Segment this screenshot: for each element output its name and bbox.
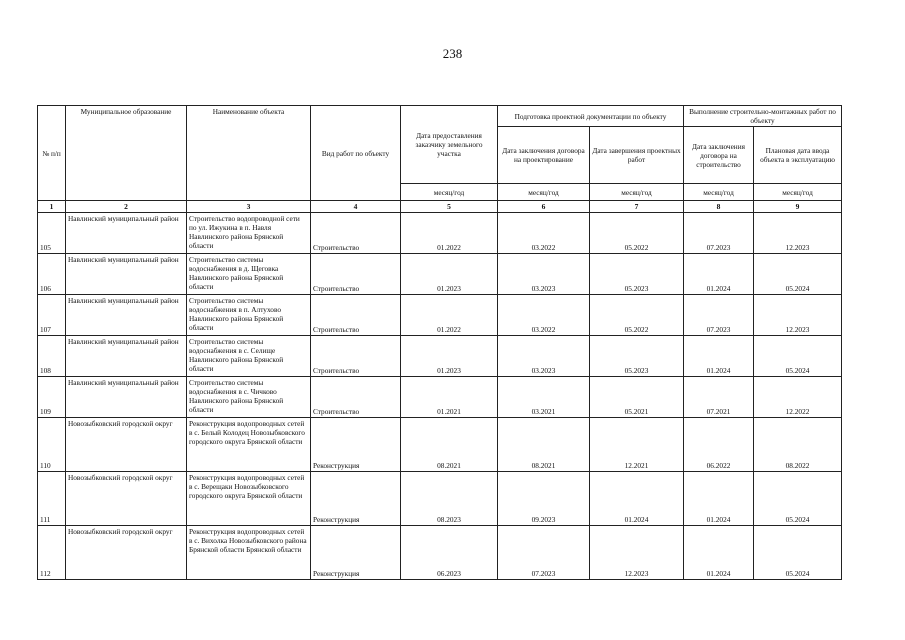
design-end-date: 05.2022: [590, 213, 684, 254]
land-date: 01.2023: [401, 336, 498, 377]
page-number: 238: [442, 46, 463, 61]
land-date: 08.2021: [401, 418, 498, 472]
design-contract-date: 03.2022: [498, 213, 590, 254]
header-col-2: Муниципальное образование: [66, 106, 187, 201]
object-name: Реконструкция водопроводных сетей в с. Белый Колодец Новозыбковского городского округа Брянской области: [187, 418, 311, 472]
land-date: 06.2023: [401, 526, 498, 580]
build-contract-date: 07.2023: [684, 295, 754, 336]
commission-date: 05.2024: [754, 472, 842, 526]
commission-date: 08.2022: [754, 418, 842, 472]
object-name: Строительство системы водоснабжения в п. Алтухово Навлинского района Брянской области: [187, 295, 311, 336]
column-number: 6: [498, 201, 590, 213]
row-number: 112: [38, 526, 66, 580]
header-col-6: Дата заключения договора на проектирование: [498, 127, 590, 184]
commission-date: 05.2024: [754, 254, 842, 295]
work-type: Строительство: [311, 254, 401, 295]
unit-col-9: месяц/год: [754, 184, 842, 201]
design-contract-date: 07.2023: [498, 526, 590, 580]
municipality: Навлинский муниципальный район: [66, 377, 187, 418]
commission-date: 05.2024: [754, 526, 842, 580]
object-name: Строительство водопроводной сети по ул. Ижукина в п. Навля Навлинского района Брянской области: [187, 213, 311, 254]
land-date: 08.2023: [401, 472, 498, 526]
header-col-4: Вид работ по объекту: [311, 106, 401, 201]
unit-col-7: месяц/год: [590, 184, 684, 201]
objects-table: [37, 105, 842, 580]
header-col-1: № п/п: [38, 106, 66, 201]
municipality: Навлинский муниципальный район: [66, 254, 187, 295]
table-row: [38, 295, 842, 336]
column-number: 2: [66, 201, 187, 213]
design-contract-date: 08.2021: [498, 418, 590, 472]
build-contract-date: 01.2024: [684, 254, 754, 295]
work-type: Реконструкция: [311, 526, 401, 580]
table-row: [38, 526, 842, 580]
commission-date: 12.2023: [754, 295, 842, 336]
build-contract-date: 07.2023: [684, 213, 754, 254]
table-row: [38, 377, 842, 418]
column-number: 5: [401, 201, 498, 213]
municipality: Новозыбковский городской округ: [66, 472, 187, 526]
column-number: 7: [590, 201, 684, 213]
unit-col-8: месяц/год: [684, 184, 754, 201]
table-row: [38, 213, 842, 254]
row-number: 109: [38, 377, 66, 418]
design-end-date: 12.2023: [590, 526, 684, 580]
column-number: 8: [684, 201, 754, 213]
column-number: 1: [38, 201, 66, 213]
land-date: 01.2021: [401, 377, 498, 418]
build-contract-date: 07.2021: [684, 377, 754, 418]
object-name: Строительство системы водоснабжения в с. Селище Навлинского района Брянской области: [187, 336, 311, 377]
header-row-1: [38, 106, 842, 127]
municipality: Навлинский муниципальный район: [66, 295, 187, 336]
header-col-7: Дата завершения проектных работ: [590, 127, 684, 184]
land-date: 01.2023: [401, 254, 498, 295]
design-contract-date: 03.2022: [498, 295, 590, 336]
design-contract-date: 03.2023: [498, 336, 590, 377]
row-number: 107: [38, 295, 66, 336]
row-number: 111: [38, 472, 66, 526]
municipality: Навлинский муниципальный район: [66, 336, 187, 377]
work-type: Строительство: [311, 295, 401, 336]
table-row: [38, 418, 842, 472]
work-type: Строительство: [311, 213, 401, 254]
row-number: 108: [38, 336, 66, 377]
design-contract-date: 09.2023: [498, 472, 590, 526]
build-contract-date: 01.2024: [684, 336, 754, 377]
work-type: Строительство: [311, 377, 401, 418]
design-end-date: 05.2023: [590, 336, 684, 377]
land-date: 01.2022: [401, 213, 498, 254]
object-name: Реконструкция водопроводных сетей в с. Вихолка Новозыбковского района Брянской области Брянской области: [187, 526, 311, 580]
unit-col-5: месяц/год: [401, 184, 498, 201]
header-col-5: Дата предоставления заказчику земельного участка: [401, 106, 498, 184]
land-date: 01.2022: [401, 295, 498, 336]
object-name: Строительство системы водоснабжения в с. Чичково Навлинского района Брянской области: [187, 377, 311, 418]
work-type: Реконструкция: [311, 418, 401, 472]
column-number: 3: [187, 201, 311, 213]
object-name: Строительство системы водоснабжения в д. Щеговка Навлинского района Брянской области: [187, 254, 311, 295]
header-col-3: Наименование объекта: [187, 106, 311, 201]
work-type: Строительство: [311, 336, 401, 377]
design-end-date: 12.2021: [590, 418, 684, 472]
work-type: Реконструкция: [311, 472, 401, 526]
build-contract-date: 01.2024: [684, 526, 754, 580]
row-number: 105: [38, 213, 66, 254]
commission-date: 05.2024: [754, 336, 842, 377]
design-end-date: 05.2022: [590, 295, 684, 336]
municipality: Новозыбковский городской округ: [66, 526, 187, 580]
table-row: [38, 254, 842, 295]
header-group-design: Подготовка проектной документации по объекту: [498, 106, 684, 127]
unit-col-6: месяц/год: [498, 184, 590, 201]
row-number: 110: [38, 418, 66, 472]
commission-date: 12.2022: [754, 377, 842, 418]
column-numbers-row: [38, 201, 842, 213]
column-number: 9: [754, 201, 842, 213]
column-number: 4: [311, 201, 401, 213]
design-contract-date: 03.2021: [498, 377, 590, 418]
header-group-construction: Выполнение строительно-монтажных работ по объекту: [684, 106, 842, 127]
design-end-date: 05.2021: [590, 377, 684, 418]
design-end-date: 01.2024: [590, 472, 684, 526]
commission-date: 12.2023: [754, 213, 842, 254]
header-col-9: Плановая дата ввода объекта в эксплуатацию: [754, 127, 842, 184]
header-col-8: Дата заключения договора на строительство: [684, 127, 754, 184]
design-contract-date: 03.2023: [498, 254, 590, 295]
municipality: Навлинский муниципальный район: [66, 213, 187, 254]
build-contract-date: 01.2024: [684, 472, 754, 526]
design-end-date: 05.2023: [590, 254, 684, 295]
object-name: Реконструкция водопроводных сетей в с. Верещаки Новозыбковского городского округа Брянской области: [187, 472, 311, 526]
row-number: 106: [38, 254, 66, 295]
table-row: [38, 472, 842, 526]
build-contract-date: 06.2022: [684, 418, 754, 472]
municipality: Новозыбковский городской округ: [66, 418, 187, 472]
table-row: [38, 336, 842, 377]
